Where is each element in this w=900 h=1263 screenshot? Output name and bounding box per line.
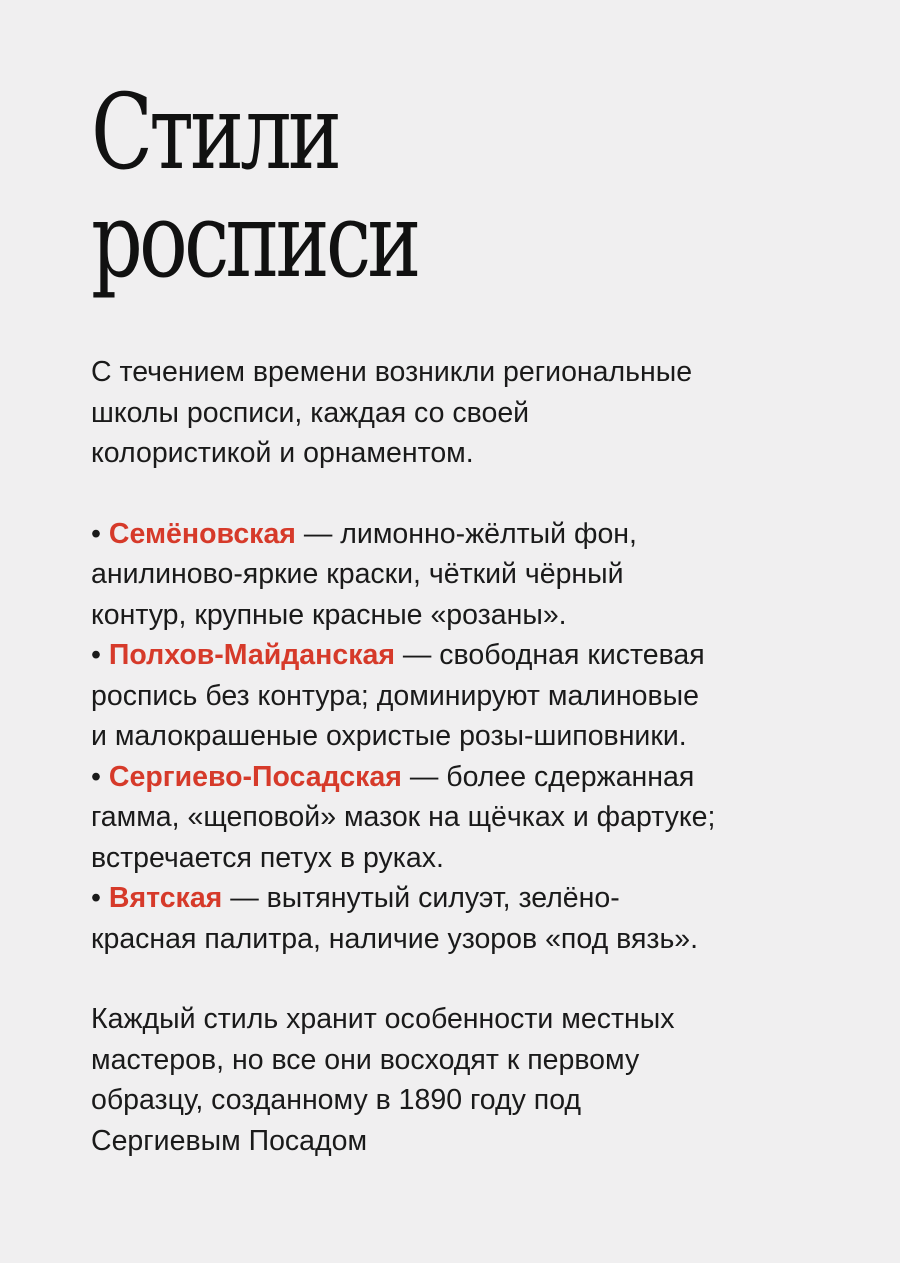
style-name-semenovskaya: Семёновская: [108, 517, 296, 550]
intro-line-3: колористикой и орнаментом.: [91, 437, 474, 469]
style-description: и малокрашеные охристые розы-шиповники.: [91, 720, 687, 752]
style-description: встречается петух в руках.: [91, 841, 444, 874]
intro-paragraph: [91, 352, 840, 474]
style-description: — лимонно-жёлтый фон,: [295, 517, 637, 550]
intro-line-1: С течением времени возникли региональные: [91, 356, 693, 388]
style-description: — более сдержанная: [401, 760, 695, 793]
style-description: анилиново-яркие краски, чёткий чёрный: [91, 558, 624, 590]
style-name-sergievo-posadskaya: Сергиево-Посадская: [108, 760, 402, 793]
bullet: •: [91, 760, 109, 793]
style-description: контур, крупные красные «розаны».: [91, 598, 567, 631]
style-name-polkhov-maydanskaya: Полхов-Майданская: [108, 639, 395, 671]
list-item: [91, 757, 840, 879]
style-description: красная палитра, наличие узоров «под вязь».: [91, 922, 699, 955]
outro-paragraph: [91, 999, 840, 1161]
page-title: [91, 71, 675, 301]
style-description: — свободная кистевая: [394, 639, 705, 671]
style-name-vyatskaya: Вятская: [108, 882, 223, 914]
styles-list: [91, 514, 840, 960]
title-line-1: Стили: [91, 71, 339, 193]
title-line-2: росписи: [91, 179, 418, 301]
list-item: [91, 878, 840, 959]
outro-line-4: Сергиевым Посадом: [91, 1124, 368, 1157]
list-item: [91, 514, 840, 636]
intro-line-2: школы росписи, каждая со своей: [91, 396, 530, 429]
bullet: •: [91, 517, 109, 550]
outro-line-3: образцу, созданному в 1890 году под: [91, 1084, 582, 1116]
outro-line-2: мастеров, но все они восходят к первому: [91, 1043, 640, 1076]
style-description: гамма, «щеповой» мазок на щёчках и фартуке;: [91, 801, 716, 833]
style-description: — вытянутый силуэт, зелёно-: [222, 882, 620, 914]
bullet: •: [91, 639, 109, 671]
list-item: [91, 635, 840, 757]
style-description: роспись без контура; доминируют малиновые: [91, 679, 699, 712]
outro-line-1: Каждый стиль хранит особенности местных: [91, 1003, 675, 1035]
bullet: •: [91, 882, 109, 914]
